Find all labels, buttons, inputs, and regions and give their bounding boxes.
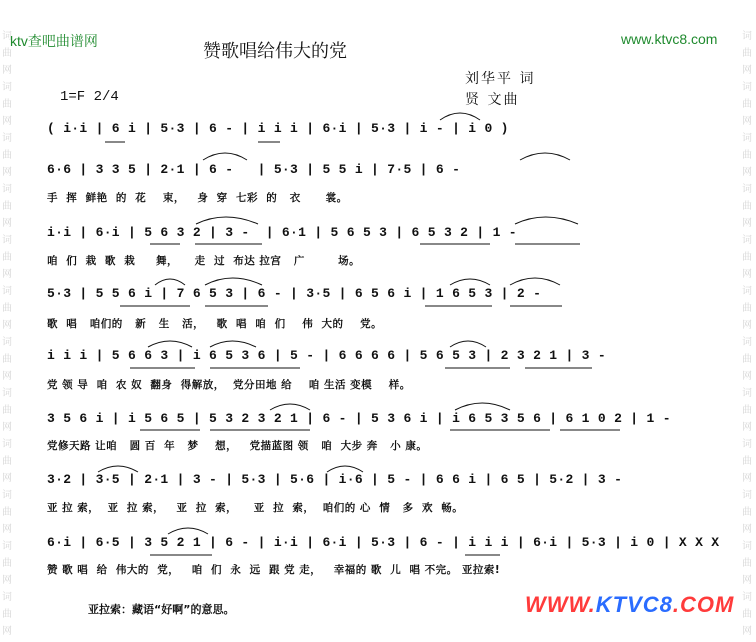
side-watermark-char: 网	[742, 167, 752, 178]
side-watermark-char: 曲	[742, 456, 752, 467]
side-watermark-char: 曲	[2, 609, 12, 620]
side-watermark-char: 词	[2, 133, 12, 144]
side-watermark-char: 词	[2, 541, 12, 552]
side-watermark-char: 词	[2, 439, 12, 450]
site-url-right: www.ktvc8.com	[621, 31, 718, 47]
side-watermark-char: 词	[2, 592, 12, 603]
side-watermark-char: 网	[2, 116, 12, 127]
notation-line: ( i·i | 6 i | 5·3 | 6 - | i i i | 6·i | 5·3 | i - | i 0 )	[47, 121, 509, 136]
lyricist-credit: 刘华平 词	[465, 71, 536, 87]
side-watermark-char: 词	[742, 439, 752, 450]
side-watermark-char: 词	[742, 388, 752, 399]
watermark-www: WWW.	[525, 592, 596, 617]
side-watermark-char: 曲	[742, 507, 752, 518]
side-watermark-char: 网	[742, 116, 752, 127]
side-watermark-char: 词	[2, 235, 12, 246]
side-watermark-char: 网	[742, 473, 752, 484]
side-watermark-char: 曲	[2, 354, 12, 365]
lyric-line: 手 挥 鲜艳 的 花 束， 身 穿 七彩 的 衣 裳。	[47, 192, 348, 204]
notation-line: i·i | 6·i | 5 6 3 2 | 3 - | 6·1 | 5 6 5 3 | 6 5 3 2 | 1 -	[47, 225, 517, 240]
side-watermark-char: 词	[2, 31, 12, 42]
side-watermark-char: 词	[742, 490, 752, 501]
side-watermark-char: 词	[742, 592, 752, 603]
side-watermark-char: 曲	[742, 150, 752, 161]
side-watermark-char: 曲	[742, 48, 752, 59]
side-watermark-char: 网	[2, 422, 12, 433]
notation-line: 3·2 | 3·5 | 2·1 | 3 - | 5·3 | 5·6 | i·6 | 5 - | 6 6 i | 6 5 | 5·2 | 3 -	[47, 472, 623, 487]
side-watermark-char: 词	[2, 286, 12, 297]
lyric-line: 咱 们 栽 歌 栽 舞， 走 过 布达 拉宫 广 场。	[47, 255, 361, 267]
side-watermark-char: 网	[2, 269, 12, 280]
lyric-line: 歌 唱 咱们的 新 生 活， 歌 唱 咱 们 伟 大的 党。	[47, 318, 383, 330]
key-signature: 1=F 2/4	[60, 89, 119, 105]
side-watermark-char: 词	[742, 286, 752, 297]
side-watermark-char: 网	[742, 422, 752, 433]
side-watermark-char: 网	[2, 218, 12, 229]
side-watermark-char: 词	[2, 82, 12, 93]
side-watermark-char: 曲	[2, 150, 12, 161]
side-watermark-char: 网	[2, 473, 12, 484]
side-watermark-char: 曲	[742, 303, 752, 314]
side-watermark-char: 词	[742, 541, 752, 552]
side-watermark-char: 曲	[742, 201, 752, 212]
side-watermark-char: 网	[742, 269, 752, 280]
lyric-line: 党修天路 让咱 圆 百 年 梦 想， 党描蓝图 领 咱 大步 奔 小 康。	[47, 440, 428, 452]
notation-line: i i i | 5 6 6 3 | i 6 5 3 6 | 5 - | 6 6 6 6 | 5 6 5 3 | 2 3 2 1 | 3 -	[47, 348, 606, 363]
song-title: 赞歌唱给伟大的党	[203, 41, 347, 62]
side-watermark-char: 网	[742, 218, 752, 229]
side-watermark-char: 曲	[2, 201, 12, 212]
side-watermark-char: 网	[742, 524, 752, 535]
site-name-left: ktv查吧曲谱网	[10, 33, 98, 49]
side-watermark-char: 网	[2, 167, 12, 178]
side-watermark-char: 网	[742, 575, 752, 586]
side-watermark-char: 网	[742, 626, 752, 637]
side-watermark-char: 曲	[742, 558, 752, 569]
side-watermark-char: 网	[2, 371, 12, 382]
watermark-com: .COM	[672, 592, 735, 617]
side-watermark-char: 词	[742, 184, 752, 195]
side-watermark-char: 曲	[2, 48, 12, 59]
side-watermark-char: 词	[2, 388, 12, 399]
side-watermark-char: 曲	[2, 456, 12, 467]
side-watermark-char: 网	[742, 371, 752, 382]
site-watermark-logo	[525, 592, 734, 618]
side-watermark-char: 曲	[2, 303, 12, 314]
side-watermark-char: 网	[2, 626, 12, 637]
side-watermark-char: 曲	[742, 354, 752, 365]
side-watermark-char: 曲	[742, 252, 752, 263]
notation-line: 5·3 | 5 5 6 i | 7 6 5 3 | 6 - | 3·5 | 6 5 6 i | 1 6 5 3 | 2 -	[47, 286, 542, 301]
side-watermark-char: 曲	[2, 99, 12, 110]
side-watermark-char: 曲	[2, 252, 12, 263]
side-watermark-char: 曲	[2, 558, 12, 569]
side-watermark-char: 曲	[742, 99, 752, 110]
side-watermark-char: 词	[2, 490, 12, 501]
watermark-ktvc8: KTVC8	[595, 592, 673, 617]
side-watermark-char: 曲	[742, 405, 752, 416]
side-watermark-char: 网	[2, 320, 12, 331]
lyric-line: 党 领 导 咱 农 奴 翻身 得解放， 党分田地 给 咱 生活 变模 样。	[47, 379, 411, 391]
side-watermark-char: 曲	[742, 609, 752, 620]
side-watermark-char: 词	[742, 31, 752, 42]
footnote: 亚拉索：藏语“好啊”的意思。	[88, 603, 235, 616]
side-watermark-char: 网	[742, 320, 752, 331]
notation-line: 6·6 | 3 3 5 | 2·1 | 6 - | 5·3 | 5 5 i | 7·5 | 6 -	[47, 162, 461, 177]
side-watermark-char: 词	[742, 82, 752, 93]
side-watermark-char: 曲	[2, 405, 12, 416]
notation-line: 3 5 6 i | i 5 6 5 | 5 3 2 3 2 1 | 6 - | 5 3 6 i | i 6 5 3 5 6 | 6 1 0 2 | 1 -	[47, 411, 671, 426]
side-watermark-char: 词	[2, 184, 12, 195]
composer-credit: 贤 文曲	[465, 92, 520, 108]
side-watermark-char: 词	[742, 133, 752, 144]
side-watermark-char: 网	[742, 65, 752, 76]
side-watermark-char: 词	[742, 235, 752, 246]
notation-line: 6·i | 6·5 | 3 5 2 1 | 6 - | i·i | 6·i | 5·3 | 6 - | i i i | 6·i | 5·3 | i 0 | X X X	[47, 535, 720, 550]
side-watermark-char: 词	[2, 337, 12, 348]
side-watermark-char: 网	[2, 575, 12, 586]
side-watermark-char: 词	[742, 337, 752, 348]
side-watermark-char: 曲	[2, 507, 12, 518]
lyric-line: 赞 歌 唱 给 伟大的 党， 咱 们 永 远 跟 党 走， 幸福的 歌 儿 唱 不完。 亚拉索!	[47, 564, 501, 576]
side-watermark-char: 网	[2, 65, 12, 76]
lyric-line: 亚 拉 索， 亚 拉 索， 亚 拉 索， 亚 拉 索， 咱们的 心 情 多 欢 畅。	[47, 502, 464, 514]
side-watermark-char: 网	[2, 524, 12, 535]
